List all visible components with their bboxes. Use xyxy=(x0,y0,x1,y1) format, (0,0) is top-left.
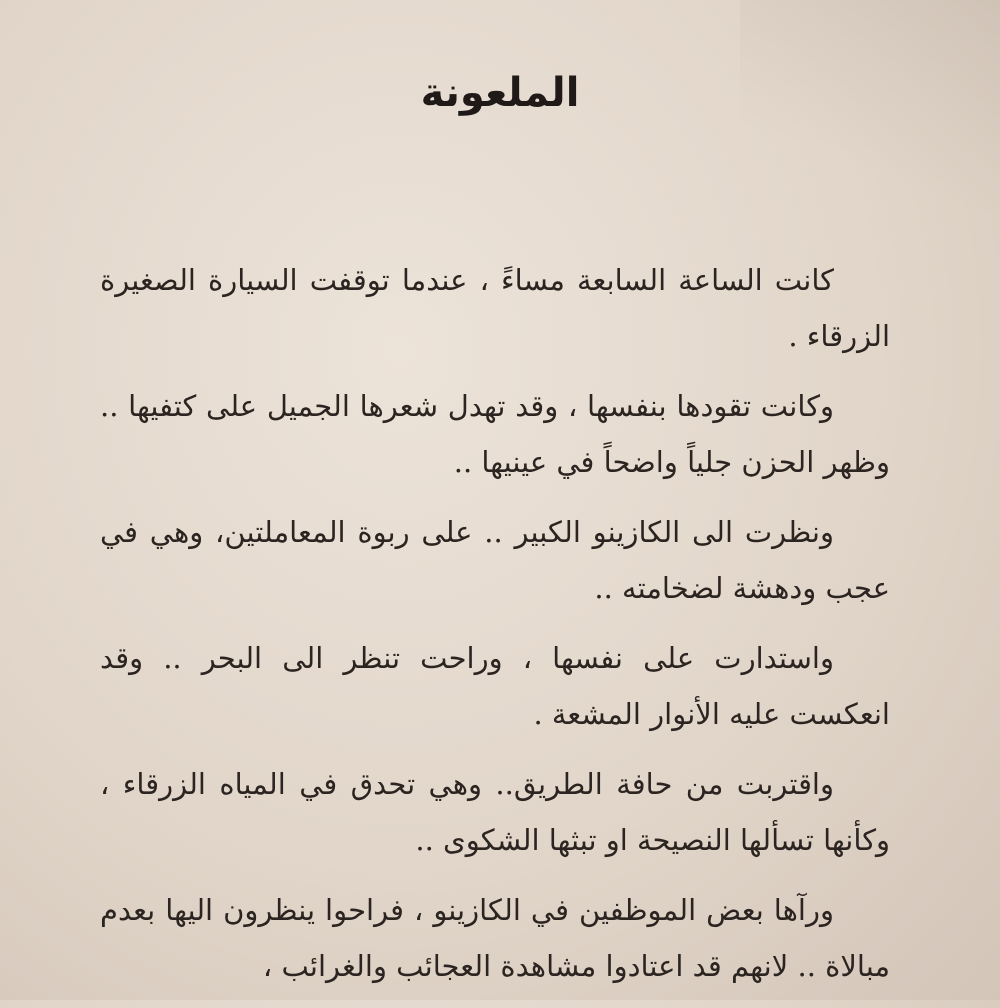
paragraph-4: واستدارت على نفسها ، وراحت تنظر الى البحر .. وقد انعكست عليه الأنوار المشعة . xyxy=(100,641,890,731)
page-shadow xyxy=(740,0,1000,220)
paragraph-3: ونظرت الى الكازينو الكبير .. على ربوة المعاملتين، وهي في عجب ودهشة لضخامته .. xyxy=(100,515,890,605)
paragraph-6: ورآها بعض الموظفين في الكازينو ، فراحوا ينظرون اليها بعدم مبالاة .. لانهم قد اعتادوا مشاهدة العجائب والغرائب ، xyxy=(100,893,890,983)
paragraph-2: وكانت تقودها بنفسها ، وقد تهدل شعرها الجميل على كتفيها .. وظهر الحزن جلياً واضحاً في عينيها .. xyxy=(100,389,890,479)
chapter-title: الملعونة xyxy=(420,70,580,116)
paragraph-5: واقتربت من حافة الطريق.. وهي تحدق في المياه الزرقاء ، وكأنها تسألها النصيحة او تبثها الشكوى .. xyxy=(100,767,890,857)
paragraph-1: كانت الساعة السابعة مساءً ، عندما توقفت السيارة الصغيرة الزرقاء . xyxy=(100,263,890,353)
body-text xyxy=(100,252,890,1008)
